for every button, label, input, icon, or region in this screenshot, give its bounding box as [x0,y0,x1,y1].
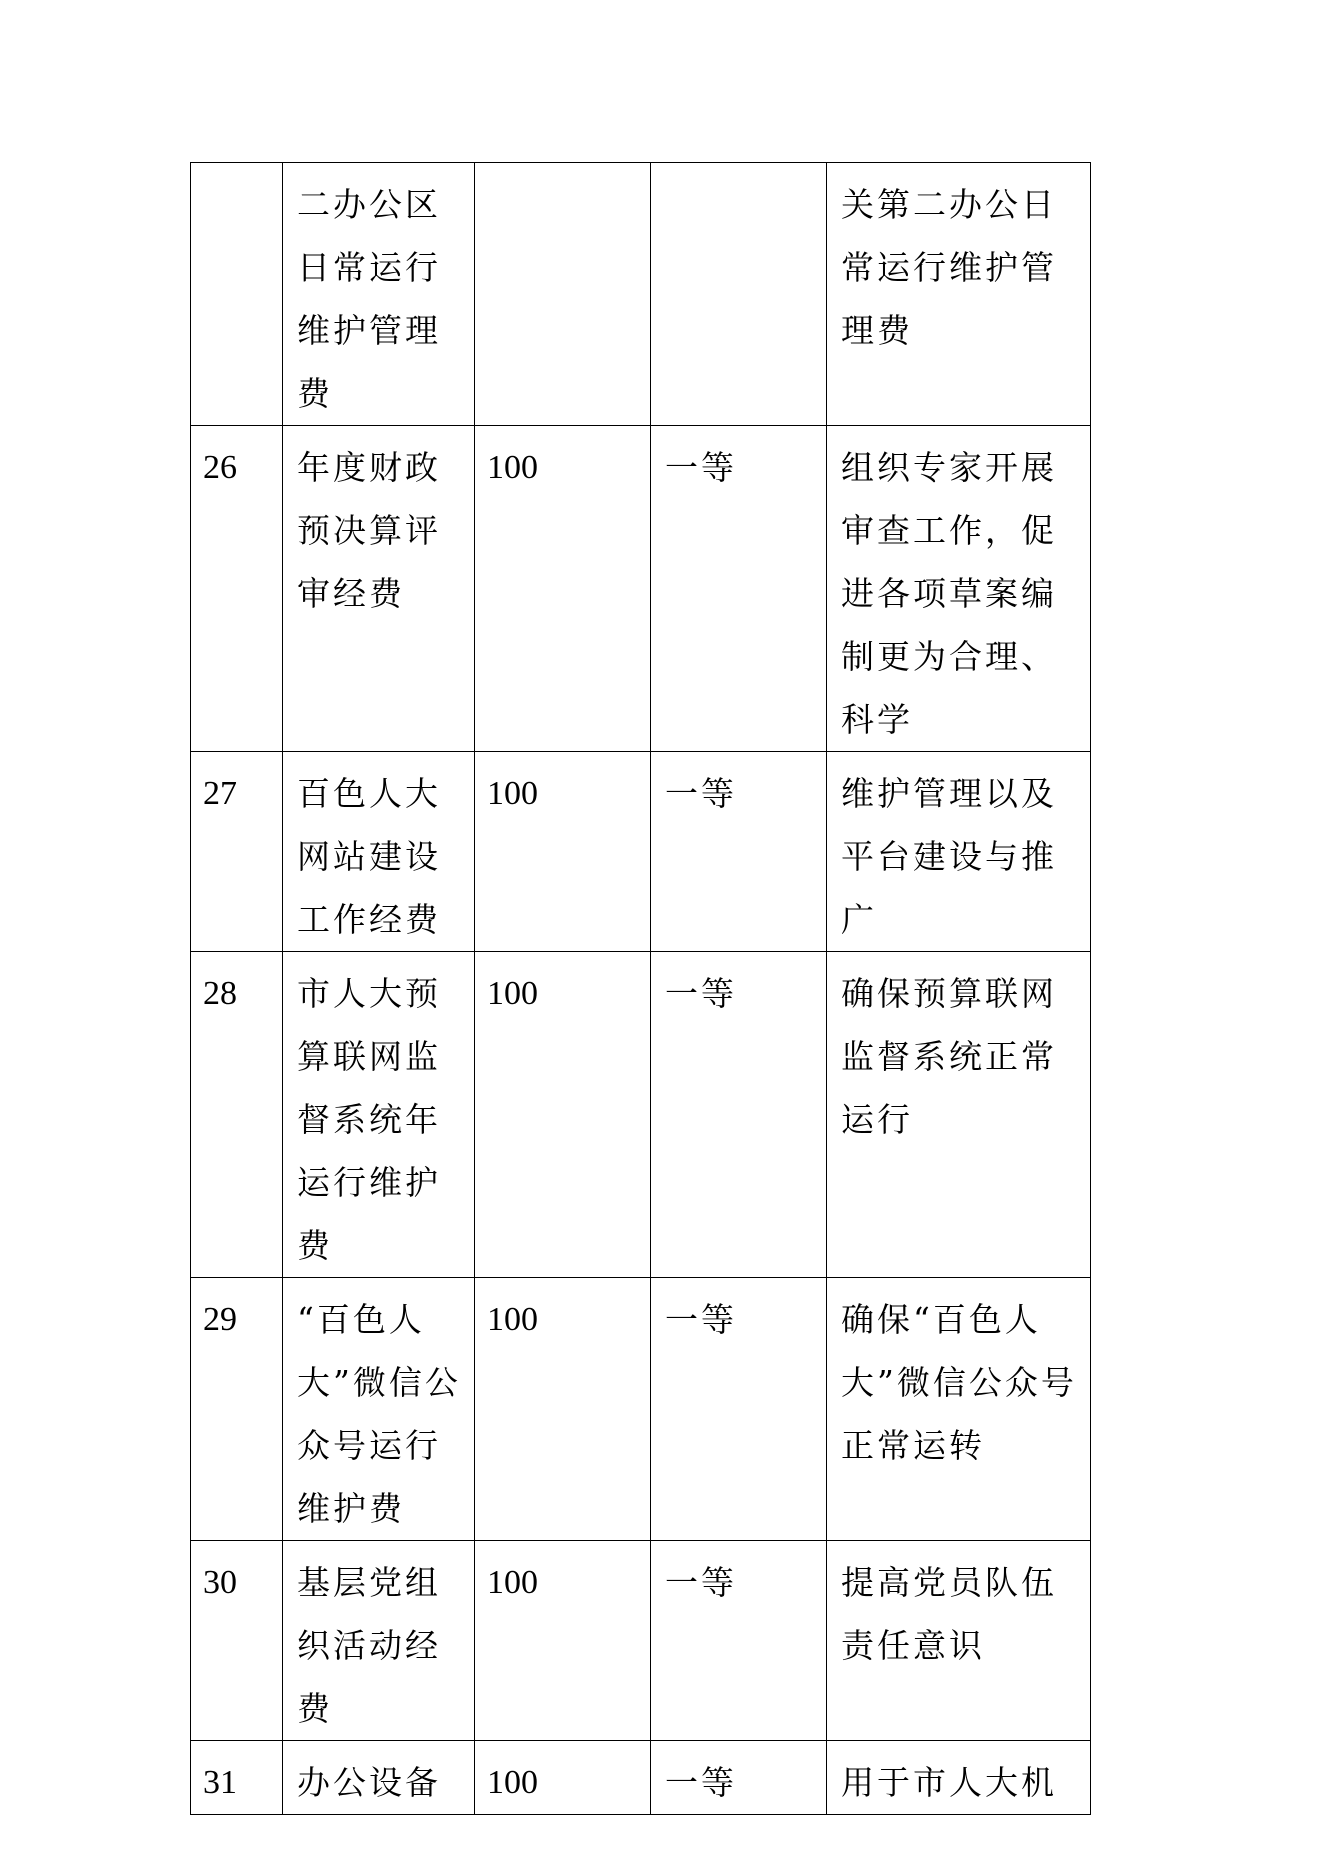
table-row [191,1278,1091,1541]
amount [475,163,651,426]
grade: 一等 [651,1541,827,1741]
table-row [191,163,1091,426]
amount: 100 [475,426,651,752]
row-number: 26 [191,426,283,752]
amount: 100 [475,1541,651,1741]
purpose: 维护管理以及平台建设与推广 [827,752,1091,952]
purpose: 组织专家开展审查工作，促进各项草案编制更为合理、科学 [827,426,1091,752]
table-row [191,752,1091,952]
grade: 一等 [651,952,827,1278]
grade: 一等 [651,1278,827,1541]
table-row [191,1741,1091,1815]
row-number: 29 [191,1278,283,1541]
purpose: 关第二办公日常运行维护管理费 [827,163,1091,426]
row-number: 27 [191,752,283,952]
amount: 100 [475,1278,651,1541]
purpose: 确保预算联网监督系统正常运行 [827,952,1091,1278]
row-number: 31 [191,1741,283,1815]
grade: 一等 [651,426,827,752]
row-number: 30 [191,1541,283,1741]
table-row [191,426,1091,752]
project-name: 基层党组织活动经费 [283,1541,475,1741]
project-name: 二办公区日常运行维护管理费 [283,163,475,426]
project-name: 百色人大网站建设工作经费 [283,752,475,952]
project-name: 市人大预算联网监督系统年运行维护费 [283,952,475,1278]
purpose: 确保“百色人大”微信公众号正常运转 [827,1278,1091,1541]
table-row [191,1541,1091,1741]
amount: 100 [475,952,651,1278]
project-name: 办公设备 [283,1741,475,1815]
purpose: 用于市人大机 [827,1741,1091,1815]
amount: 100 [475,1741,651,1815]
project-name: 年度财政预决算评审经费 [283,426,475,752]
budget-table [190,162,1091,1815]
amount: 100 [475,752,651,952]
project-name: “百色人大”微信公众号运行维护费 [283,1278,475,1541]
grade: 一等 [651,752,827,952]
row-number [191,163,283,426]
purpose: 提高党员队伍责任意识 [827,1541,1091,1741]
grade [651,163,827,426]
row-number: 28 [191,952,283,1278]
table-row [191,952,1091,1278]
grade: 一等 [651,1741,827,1815]
